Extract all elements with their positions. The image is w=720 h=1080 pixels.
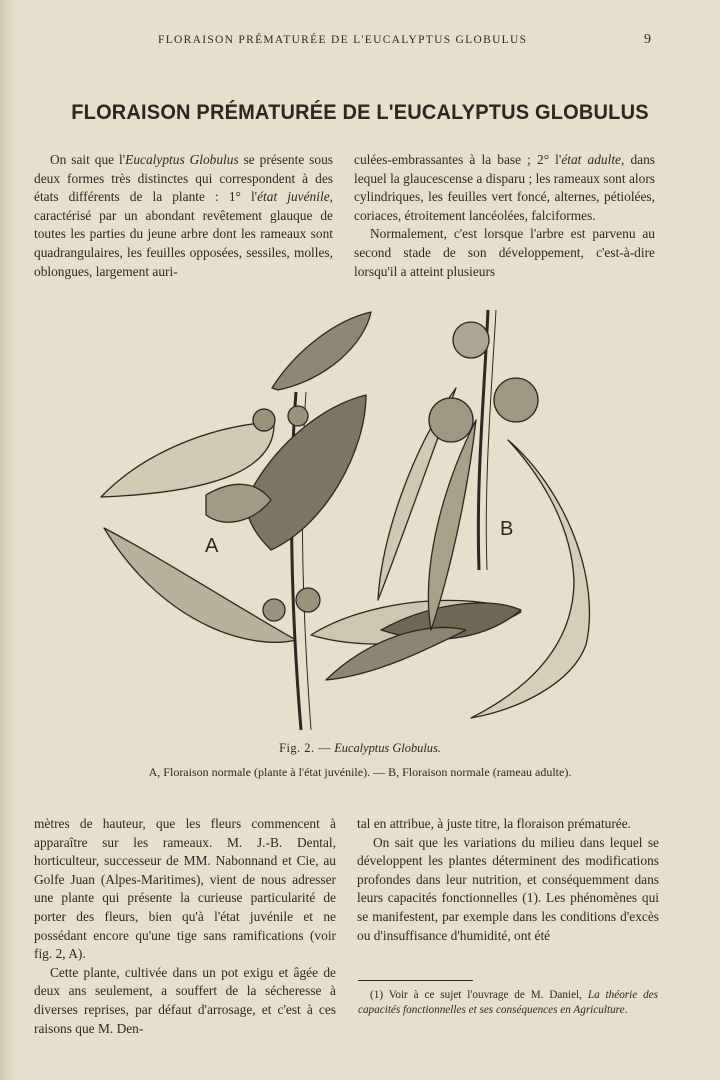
figure-title: Eucalyptus Globulus.	[334, 741, 441, 755]
paragraph-intro: On sait que l'Eucalyptus Globulus se présente sous deux formes très distinctes qui correspondent à des états différents de la plante : 1° l'état juvénile, caractérisé par un abondant revêtement glauque de toutes les parties du jeune arbre dont les rameaux sont quadrangulaires, les feuilles opposées, sessiles, molles, oblongues, largement auri-	[34, 152, 333, 279]
column-top-right	[354, 151, 655, 281]
paragraph-normal-flowering: Normalement, c'est lorsque l'arbre est parvenu au second stade de son développement, c'est-à-dire lorsqu'il a atteint plusieurs	[354, 226, 655, 279]
paragraph-adult-state: culées-embrassantes à la base ; 2° l'état adulte, dans lequel la glaucescense a disparu ; les rameaux sont alors cylindriques, les feuilles vert foncé, alternes, pétiolées, coriaces, étroitement lancéolées, falciformes.	[354, 152, 655, 223]
juvenile-term: état juvénile	[257, 189, 330, 205]
article-title: FLORAISON PRÉMATURÉE DE L'EUCALYPTUS GLOBULUS	[71, 100, 649, 124]
leaf-b-3	[471, 440, 589, 718]
flower-b-1	[453, 322, 489, 358]
paragraph-variations: On sait que les variations du milieu dans lequel se développent les plantes déterminent des modifications profondes dans leur nutrition, et conséquemment dans leurs capacités fonctionnelles (1). Les phénomènes qui se manifestent, par exemple dans les conditions d'excès ou d'insuffisance d'humidité, ont été	[357, 834, 659, 943]
figure-label-b: B	[500, 518, 514, 540]
running-title: FLORAISON PRÉMATURÉE DE L'EUCALYPTUS GLOBULUS	[158, 34, 528, 46]
eucalyptus-drawing	[96, 300, 606, 738]
adult-term: état adulte	[561, 152, 621, 167]
bud-a-1	[253, 409, 275, 431]
stem-b-shade	[486, 310, 496, 570]
paragraph-dental: mètres de hauteur, que les fleurs commencent à apparaître sur les rameaux. M. J.-B. Dental, horticulteur, successeur de MM. Nabonnand et Cie, au Golfe Juan (Alpes-Maritimes), vient de nous adresser une plante qui présente la curieuse particularité de porter des fleurs, bien qu'à l'état juvénile et ne possédant encore qu'une tige sans ramifications (voir fig. 2, A).	[34, 816, 336, 962]
flower-b-3	[494, 378, 538, 422]
footnote-work-title: La théorie des capacités fonctionnelles et ses conséquences en Agriculture	[358, 989, 659, 1016]
running-head	[0, 34, 720, 50]
leaf-a-top	[272, 312, 371, 390]
bud-a-2	[288, 406, 308, 426]
figure-number: Fig. 2. —	[279, 741, 332, 755]
figure-caption	[0, 741, 720, 756]
page-edge	[0, 0, 14, 1080]
paragraph-continuation: tal en attribue, à juste titre, la floraison prématurée.	[357, 816, 632, 831]
column-bottom-left	[34, 815, 336, 1038]
page-number: 9	[644, 32, 651, 47]
footnote: (1) Voir à ce sujet l'ouvrage de M. Daniel, La théorie des capacités fonctionnelles et ses conséquences en Agriculture.	[358, 989, 659, 1016]
species-name: Eucalyptus Globulus	[125, 152, 239, 167]
leaf-b-2	[428, 420, 476, 630]
eucalyptus-illustration	[96, 300, 606, 738]
column-top-left	[34, 151, 333, 281]
figure-description: A, Floraison normale (plante à l'état juvénile). — B, Floraison normale (rameau adulte).	[148, 765, 572, 779]
flower-b-2	[429, 398, 473, 442]
column-bottom-right	[357, 815, 659, 945]
figure-label-a: A	[205, 535, 219, 557]
bud-a-4	[296, 588, 320, 612]
footnote-rule	[358, 980, 473, 981]
paragraph-plant-pot: Cette plante, cultivée dans un pot exigu et âgée de deux ans seulement, a souffert de la sécheresse à diverses reprises, par défaut d'arrosage, et c'est à ces raisons que M. Den-	[34, 964, 336, 1036]
bud-a-3	[263, 599, 285, 621]
